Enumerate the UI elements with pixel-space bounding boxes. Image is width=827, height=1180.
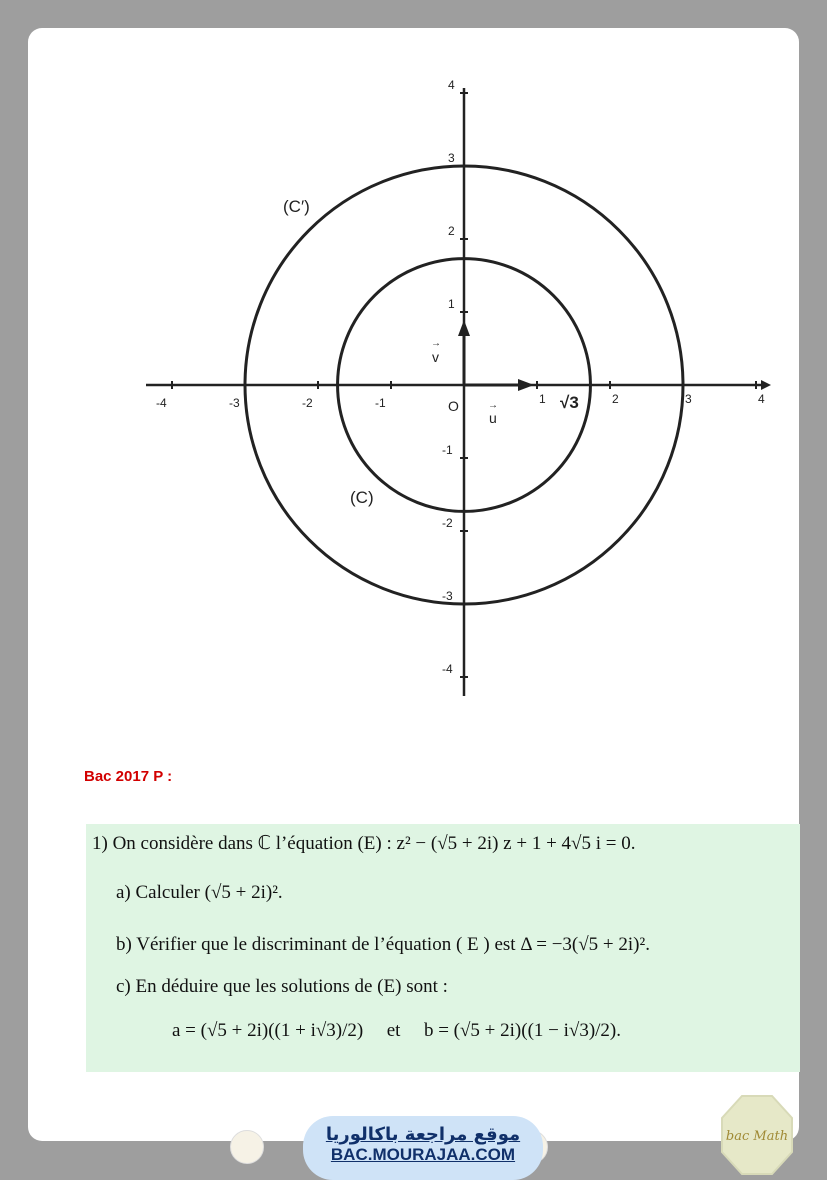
origin-label: O (448, 398, 459, 414)
y-tick-label: 2 (448, 224, 455, 238)
qa-expression: (√5 + 2i)². (204, 882, 283, 903)
x-arrowhead (761, 380, 771, 390)
left-site-logo (230, 1130, 264, 1164)
u-label: u (489, 410, 497, 426)
exercise-box (86, 824, 800, 1072)
y-tick-label: -4 (442, 662, 453, 676)
solution-et: et (386, 1020, 401, 1041)
vector-u-arrowhead (518, 379, 534, 391)
exercise-heading: Bac 2017 P : (84, 768, 173, 785)
x-tick-label: -2 (302, 396, 313, 410)
question-1b (116, 934, 650, 956)
v-label: v (432, 349, 439, 365)
sqrt3-label: √3 (560, 393, 579, 412)
y-tick-label: 1 (448, 297, 455, 311)
y-tick-label: -1 (442, 443, 453, 457)
x-tick-label: -1 (375, 396, 386, 410)
site-url-link[interactable]: BAC.MOURAJAA.COM (330, 1145, 516, 1164)
q1-intro: 1) On considère dans ℂ l’équation (E) : (92, 833, 392, 854)
y-tick-label: 4 (448, 78, 455, 92)
q1-equation: z² − (√5 + 2i) z + 1 + 4√5 i = 0. (396, 833, 636, 854)
solution-a: a = (√5 + 2i)((1 + i√3)/2) (172, 1020, 364, 1041)
x-tick-label: -3 (229, 396, 240, 410)
site-name-arabic[interactable]: موقع مراجعة باكالوريا (325, 1124, 521, 1145)
solutions-line (172, 1020, 621, 1042)
circles-figure (136, 78, 776, 718)
site-banner[interactable] (303, 1116, 543, 1180)
solution-b: b = (√5 + 2i)((1 − i√3)/2). (423, 1020, 622, 1041)
y-tick-label: 3 (448, 151, 455, 165)
qb-expression: Δ = −3(√5 + 2i)². (520, 934, 650, 955)
bac-math-badge (720, 1094, 794, 1176)
u-arrow-mark: → (488, 400, 498, 411)
x-tick-label: 4 (758, 392, 765, 406)
x-tick-label: 1 (539, 392, 546, 406)
x-tick-label: 3 (685, 392, 692, 406)
qa-label: a) Calculer (116, 882, 200, 903)
qb-text: b) Vérifier que le discriminant de l’équation ( E ) est (116, 934, 516, 955)
page (28, 28, 799, 1164)
badge-text: bac Math (725, 1129, 789, 1144)
question-1c (116, 976, 448, 998)
y-tick-label: -2 (442, 516, 453, 530)
y-tick-label: -3 (442, 589, 453, 603)
circle-c-label: (C) (350, 488, 374, 507)
question-1a (116, 882, 283, 904)
x-tick-label: -4 (156, 396, 167, 410)
x-tick-label: 2 (612, 392, 619, 406)
circle-c-prime-label: (C′) (283, 197, 310, 216)
question-1 (92, 832, 635, 855)
qc-text: c) En déduire que les solutions de (E) sont : (116, 976, 448, 997)
v-arrow-mark: → (431, 338, 441, 349)
vector-v-arrowhead (458, 320, 470, 336)
